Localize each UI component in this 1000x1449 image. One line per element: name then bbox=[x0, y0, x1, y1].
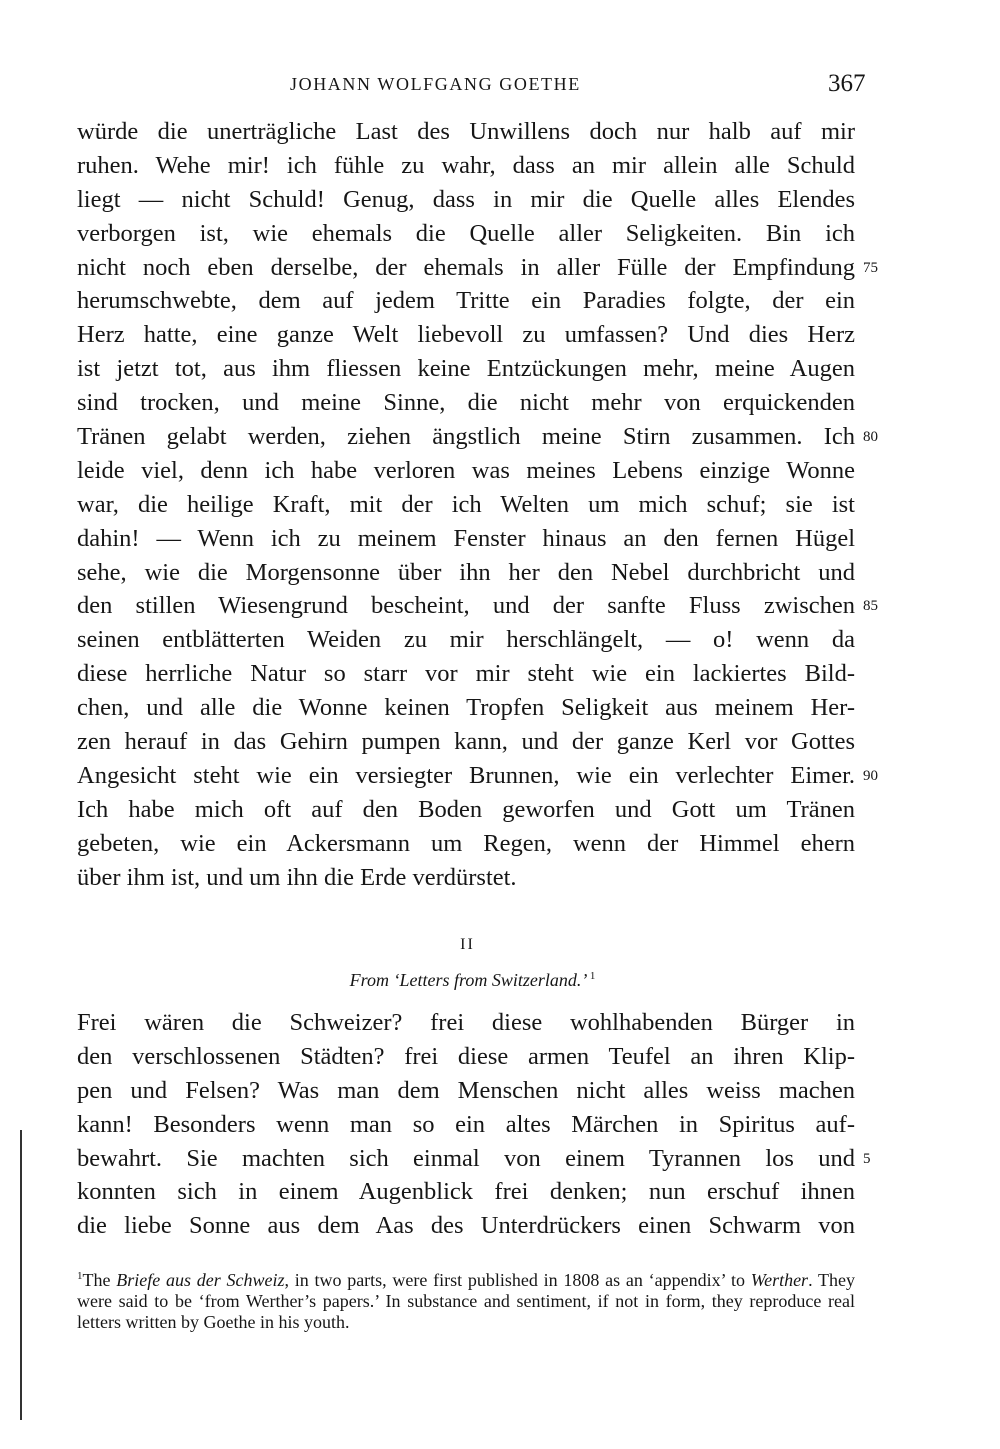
margin-rule bbox=[20, 1130, 22, 1420]
text-line bbox=[77, 556, 855, 590]
text-line bbox=[77, 589, 878, 623]
line-text: den verschlossenen Städten? frei diese armen Teufel an ihren Klip- bbox=[77, 1042, 855, 1070]
text-line bbox=[77, 1006, 855, 1040]
line-text: ruhen. Wehe mir! ich fühle zu wahr, dass an mir allein alle Schuld bbox=[77, 151, 855, 179]
page-number: 367 bbox=[828, 70, 866, 97]
footnote-marker: 1 bbox=[77, 1270, 83, 1282]
line-text: sehe, wie die Morgensonne über ihn her den Nebel durchbricht und bbox=[77, 558, 855, 586]
running-title: JOHANN WOLFGANG GOETHE bbox=[290, 74, 581, 94]
text-line bbox=[77, 725, 855, 759]
line-text: über ihm ist, und um ihn die Erde verdürstet. bbox=[77, 863, 517, 891]
line-text: den stillen Wiesengrund bescheint, und der sanfte Fluss zwischen bbox=[77, 592, 855, 620]
footnote-text: The bbox=[82, 1270, 117, 1290]
line-text: Herz hatte, eine ganze Welt liebevoll zu umfassen? Und dies Herz bbox=[77, 321, 855, 349]
line-text: diese herrliche Natur so starr vor mir steht wie ein lackiertes Bild- bbox=[77, 660, 855, 688]
text-line bbox=[77, 1040, 855, 1074]
text-line bbox=[77, 1209, 855, 1243]
text-line bbox=[77, 488, 855, 522]
text-line bbox=[77, 318, 855, 352]
section-title bbox=[0, 970, 945, 991]
text-line bbox=[77, 352, 855, 386]
text-line bbox=[77, 1142, 871, 1176]
line-text: seinen entblätterten Weiden zu mir herschlängelt, — o! wenn da bbox=[77, 626, 855, 654]
line-text: dahin! — Wenn ich zu meinem Fenster hinaus an den fernen Hügel bbox=[77, 524, 855, 552]
footnote-text: . They were said to be ‘from Werther’s papers.’ In substance and sentiment, if not in form, they reproduce real letters written by Goethe in his youth. bbox=[77, 1270, 855, 1332]
text-line bbox=[77, 217, 855, 251]
line-text: Ich habe mich oft auf den Boden geworfen und Gott um Tränen bbox=[77, 795, 855, 823]
line-text: verborgen ist, wie ehemals die Quelle aller Seligkeiten. Bin ich bbox=[77, 219, 855, 247]
line-text: pen und Felsen? Was man dem Menschen nicht alles weiss machen bbox=[77, 1076, 855, 1104]
line-text: sind trocken, und meine Sinne, die nicht mehr von erquickenden bbox=[77, 389, 855, 417]
text-line bbox=[77, 149, 855, 183]
line-text: kann! Besonders wenn man so ein altes Märchen in Spiritus auf- bbox=[77, 1110, 855, 1138]
line-text: nicht noch eben derselbe, der ehemals in aller Fülle der Empfindung bbox=[77, 253, 855, 281]
text-line bbox=[77, 827, 855, 861]
page-header bbox=[0, 70, 1000, 100]
text-line bbox=[77, 251, 878, 285]
line-text: würde die unerträgliche Last des Unwillens doch nur halb auf mir bbox=[77, 118, 855, 145]
text-line bbox=[77, 623, 855, 657]
text-line bbox=[77, 759, 878, 793]
passage-werther bbox=[77, 115, 878, 894]
text-line bbox=[77, 1074, 855, 1108]
section-number: II bbox=[460, 936, 475, 953]
line-text: chen, und alle die Wonne keinen Tropfen Seligkeit aus meinem Her- bbox=[77, 694, 855, 722]
line-text: konnten sich in einem Augenblick frei denken; nun erschuf ihnen bbox=[77, 1178, 855, 1206]
footnote-text: , in two parts, were first published in 1808 as an ‘appendix’ to bbox=[284, 1270, 751, 1290]
text-line bbox=[77, 420, 878, 454]
text-line bbox=[77, 657, 855, 691]
text-line bbox=[77, 522, 855, 556]
line-text: zen herauf in das Gehirn pumpen kann, und der ganze Kerl vor Gottes bbox=[77, 728, 855, 756]
line-text: ist jetzt tot, aus ihm fliessen keine Entzückungen mehr, meine Augen bbox=[77, 355, 855, 383]
line-text: die liebe Sonne aus dem Aas des Unterdrückers einen Schwarm von bbox=[77, 1212, 855, 1240]
line-text: Tränen gelabt werden, ziehen ängstlich meine Stirn zusammen. Ich bbox=[77, 423, 855, 451]
footnote-ref: 1 bbox=[589, 970, 596, 982]
line-number: 5 bbox=[863, 1150, 871, 1167]
text-line bbox=[77, 454, 855, 488]
text-line bbox=[77, 1175, 855, 1209]
text-line bbox=[77, 284, 855, 318]
line-text: herumschwebte, dem auf jedem Tritte ein Paradies folgte, der ein bbox=[77, 287, 855, 315]
line-number: 90 bbox=[863, 767, 878, 784]
line-text: war, die heilige Kraft, mit der ich Welten um mich schuf; sie ist bbox=[77, 490, 855, 518]
line-text: gebeten, wie ein Ackersmann um Regen, wenn der Himmel ehern bbox=[77, 829, 855, 857]
line-text: bewahrt. Sie machten sich einmal von einem Tyrannen los und bbox=[77, 1144, 855, 1172]
footnote-italic: Briefe aus der Schweiz bbox=[116, 1270, 285, 1290]
line-text: liegt — nicht Schuld! Genug, dass in mir die Quelle alles Elendes bbox=[77, 185, 855, 213]
passage-switzerland bbox=[77, 1006, 871, 1243]
section-title-text: From ‘Letters from Switzerland.’ bbox=[349, 970, 586, 990]
text-line bbox=[77, 183, 855, 217]
line-number: 85 bbox=[863, 598, 878, 615]
text-line bbox=[77, 115, 855, 149]
text-line bbox=[77, 1108, 855, 1142]
line-number: 80 bbox=[863, 429, 878, 446]
footnote-italic: Werther bbox=[750, 1270, 809, 1290]
footnote bbox=[77, 1266, 855, 1333]
line-text: Frei wären die Schweizer? frei diese wohlhabenden Bürger in bbox=[77, 1009, 855, 1036]
line-text: Angesicht steht wie ein versiegter Brunnen, wie ein verlechter Eimer. bbox=[77, 761, 855, 789]
text-line bbox=[77, 861, 855, 895]
text-line bbox=[77, 386, 855, 420]
line-number: 75 bbox=[863, 259, 878, 276]
text-line bbox=[77, 793, 855, 827]
line-text: leide viel, denn ich habe verloren was meines Lebens einzige Wonne bbox=[77, 456, 855, 484]
text-line bbox=[77, 691, 855, 725]
